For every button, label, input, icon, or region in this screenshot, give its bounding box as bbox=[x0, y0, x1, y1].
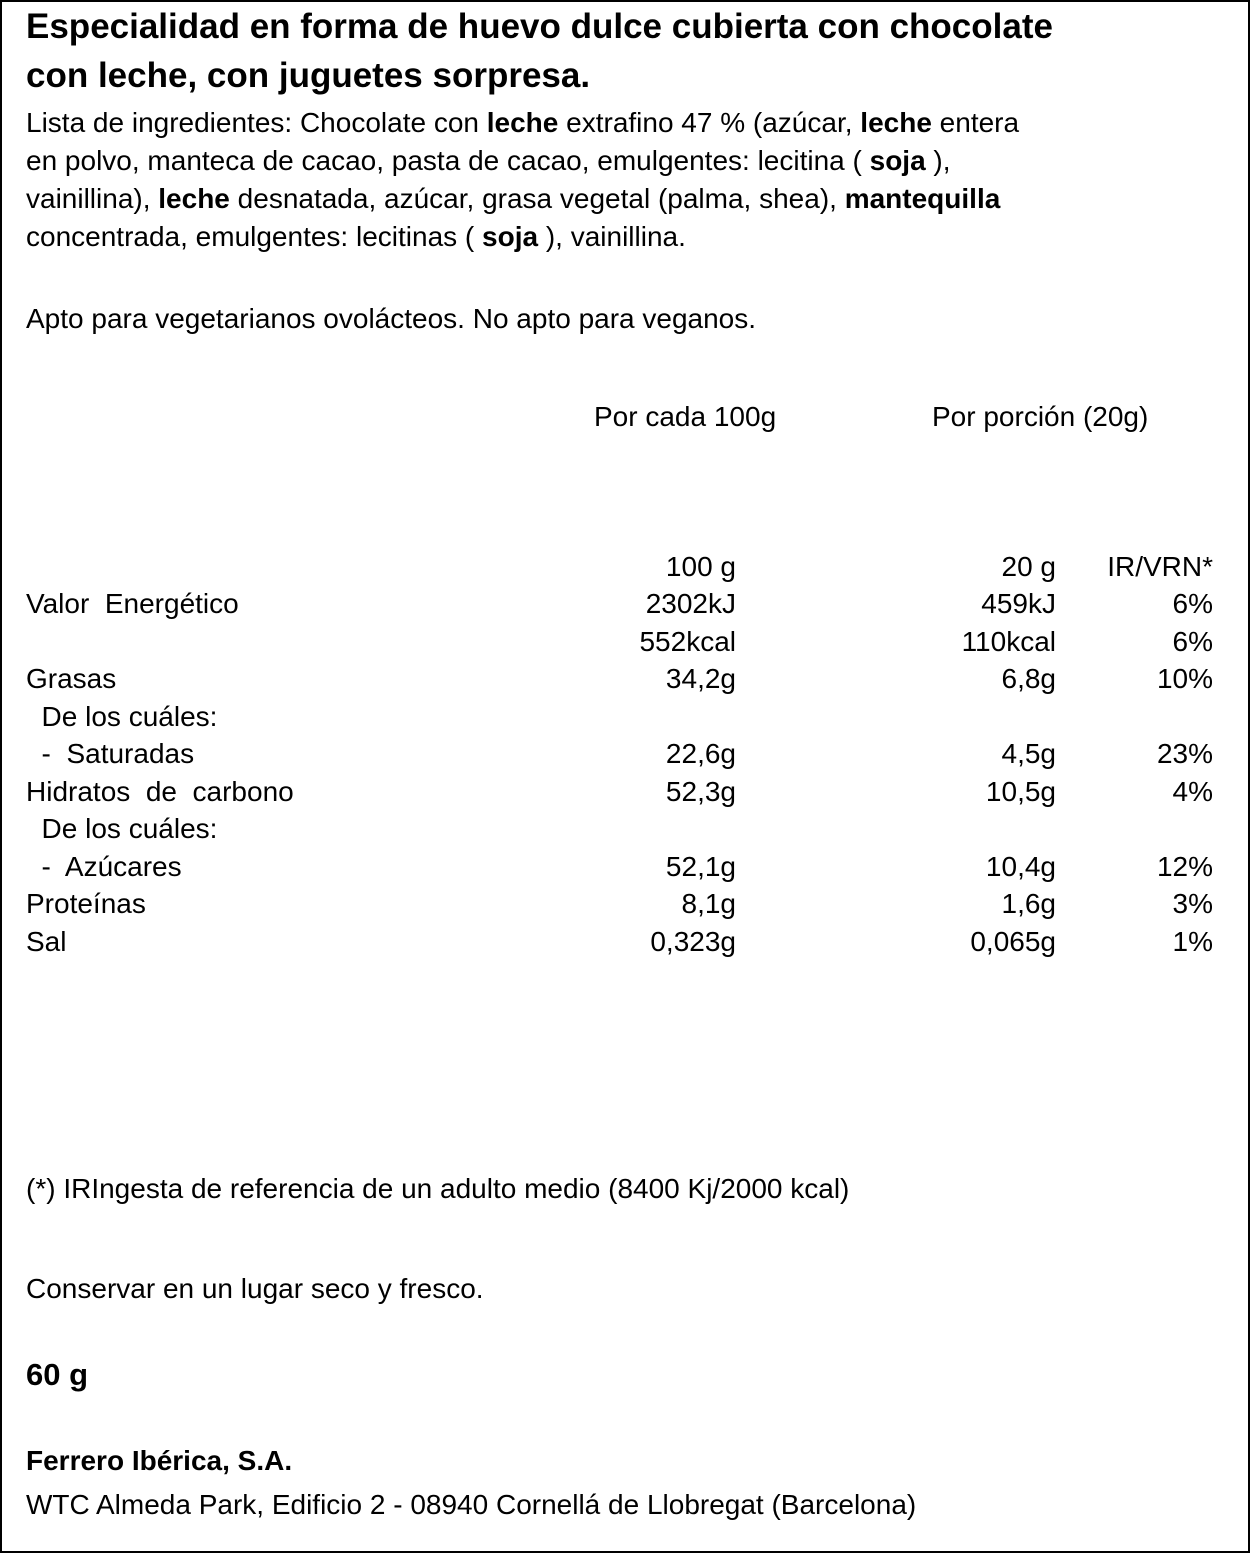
table-header-ir: IR/VRN* bbox=[1107, 551, 1213, 582]
product-title-line-1: Especialidad en forma de huevo dulce cubierta con chocolate bbox=[26, 7, 1053, 46]
ingredient-text: extrafino 47 % (azúcar, bbox=[558, 107, 861, 138]
ingredient-text: entera bbox=[931, 107, 1020, 138]
allergen-highlight: soja bbox=[482, 221, 539, 252]
ingredient-text: Lista de ingredientes: Chocolate con bbox=[26, 107, 487, 138]
value-per-100g: 8,1g bbox=[681, 888, 736, 919]
ingredient-text: en polvo, manteca de cacao, pasta de cacao, emulgentes: lecitina ( bbox=[26, 145, 870, 176]
ingredient-text: concentrada, emulgentes: lecitinas ( bbox=[26, 221, 483, 252]
reference-intake-percent: 23% bbox=[1156, 738, 1213, 769]
nutrient-label: - Saturadas bbox=[26, 738, 195, 769]
nutrient-label: Proteínas bbox=[26, 888, 146, 919]
nutrient-label: De los cuáles: bbox=[26, 813, 218, 844]
nutrient-label: De los cuáles: bbox=[26, 701, 218, 732]
value-per-portion: 1,6g bbox=[1001, 888, 1056, 919]
nutrient-label: Grasas bbox=[26, 663, 117, 694]
allergen-highlight: leche bbox=[486, 107, 559, 138]
reference-intake-percent: 6% bbox=[1172, 626, 1213, 657]
reference-intake-percent: 12% bbox=[1156, 851, 1213, 882]
ingredients-line-2 bbox=[26, 142, 951, 180]
nutrient-label: - Azúcares bbox=[26, 851, 182, 882]
value-per-100g: 34,2g bbox=[665, 663, 736, 694]
reference-intake-percent: 3% bbox=[1172, 888, 1213, 919]
ingredient-text: ), vainillina. bbox=[538, 221, 686, 252]
ingredient-text: desnatada, azúcar, grasa vegetal (palma, shea), bbox=[229, 183, 845, 214]
value-per-portion: 6,8g bbox=[1001, 663, 1056, 694]
net-weight: 60 g bbox=[26, 1357, 89, 1392]
allergen-highlight: soja bbox=[869, 145, 926, 176]
storage-note: Conservar en un lugar seco y fresco. bbox=[26, 1273, 484, 1304]
ingredients-line-4 bbox=[26, 218, 686, 256]
value-per-100g: 0,323g bbox=[650, 926, 736, 957]
nutrient-label: Valor Energético bbox=[26, 588, 239, 619]
value-per-portion: 10,5g bbox=[985, 776, 1056, 807]
company-name: Ferrero Ibérica, S.A. bbox=[26, 1445, 293, 1476]
ingredients-line-1 bbox=[26, 104, 1019, 142]
value-per-portion: 4,5g bbox=[1001, 738, 1056, 769]
diet-note: Apto para vegetarianos ovolácteos. No apto para veganos. bbox=[26, 303, 757, 334]
value-per-100g: 552kcal bbox=[639, 626, 736, 657]
company-address: WTC Almeda Park, Edificio 2 - 08940 Cornellá de Llobregat (Barcelona) bbox=[26, 1489, 917, 1520]
ingredients-line-3 bbox=[26, 180, 1000, 218]
value-per-100g: 22,6g bbox=[665, 738, 736, 769]
reference-intake-percent: 6% bbox=[1172, 588, 1213, 619]
reference-intake-percent: 10% bbox=[1156, 663, 1213, 694]
nutrient-label: Sal bbox=[26, 926, 67, 957]
ingredient-text: ), bbox=[925, 145, 951, 176]
allergen-highlight: mantequilla bbox=[844, 183, 1001, 214]
ingredient-text: vainillina), bbox=[26, 183, 159, 214]
reference-intake-percent: 1% bbox=[1172, 926, 1213, 957]
footnote: (*) IRIngesta de referencia de un adulto medio (8400 Kj/2000 kcal) bbox=[26, 1173, 850, 1204]
table-header-100g: 100 g bbox=[665, 551, 736, 582]
value-per-portion: 0,065g bbox=[970, 926, 1056, 957]
value-per-100g: 52,3g bbox=[665, 776, 736, 807]
product-title-line-2: con leche, con juguetes sorpresa. bbox=[26, 56, 591, 95]
table-header-20g: 20 g bbox=[1001, 551, 1056, 582]
value-per-portion: 10,4g bbox=[985, 851, 1056, 882]
value-per-100g: 52,1g bbox=[665, 851, 736, 882]
value-per-100g: 2302kJ bbox=[645, 588, 736, 619]
nutrient-label: Hidratos de carbono bbox=[26, 776, 294, 807]
header-per-portion: Por porción (20g) bbox=[932, 401, 1149, 432]
value-per-portion: 110kcal bbox=[961, 626, 1056, 657]
allergen-highlight: leche bbox=[860, 107, 932, 138]
header-per-100g: Por cada 100g bbox=[594, 401, 777, 432]
allergen-highlight: leche bbox=[158, 183, 230, 214]
reference-intake-percent: 4% bbox=[1172, 776, 1213, 807]
value-per-portion: 459kJ bbox=[981, 588, 1056, 619]
